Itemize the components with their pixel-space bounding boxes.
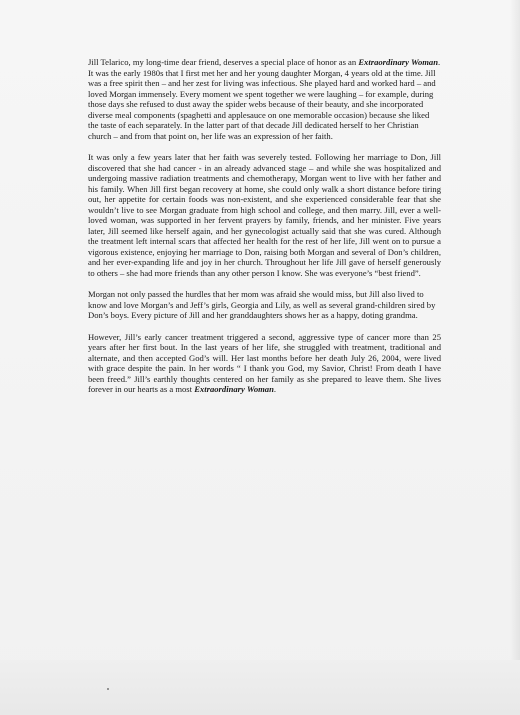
paragraph-4-text-b: . <box>273 384 277 394</box>
scan-speck <box>107 688 109 690</box>
paragraph-4-emphasis: Extraordinary Woman <box>194 384 274 394</box>
paragraph-3: Morgan not only passed the hurdles that her mom was afraid she would miss, but Jill also lived to know and love Morgan’s and Jeff’s girls, Georgia and Lily, as well as several grand-children sired by Don’s boys. Every picture of Jill and her granddaughters shows her as a happy, doting grandma. <box>88 289 436 320</box>
paragraph-1 <box>88 57 441 141</box>
scan-bottom-band <box>0 660 520 715</box>
paragraph-2: It was only a few years later that her faith was severely tested. Following her marriage to Don, Jill discovered that she had cancer - in an already advanced stage – and while she was hospitalized and undergoing massive radiation treatments and chemotherapy, Morgan went to live with her father and his family. When Jill first began recovery at home, she could only walk a short distance before tiring out, her appetite for certain foods was non-existent, and she experienced considerable fear that she wouldn’t live to see Morgan graduate from high school and college, and then marry. Jill, ever a well-loved woman, was supported in her fervent prayers by family, friends, and her minister. Five years later, Jill seemed like herself again, and her gynecologist actually said that she was cured. Although the treatment left internal scars that affected her health for the rest of her life, Jill went on to pursue a vigorous existence, enjoying her marriage to Don, raising both Morgan and several of Don’s children, and her ever-expanding life and joy in her church. Throughout her life Jill gave of herself generously to others – she had more friends than any other person I know. She was everyone’s “best friend”. <box>88 152 441 278</box>
paragraph-1-text-a: Jill Telarico, my long-time dear friend, deserves a special place of honor as an <box>88 57 359 67</box>
paragraph-4-text-a: However, Jill’s early cancer treatment triggered a second, aggressive type of cancer more than 25 years after her first bout. In the last years of her life, she struggled with treatment, traditional and alternate, and then accepted God’s will. Her last months before her death July 26, 2004, were lived with grace despite the pain. In her words “ I thank you God, my Savior, Christ! From death I have been freed.” Jill’s earthly thoughts centered on her family as she prepared to leave them. She lives forever in our hearts as a most <box>88 331 441 394</box>
scan-edge-shadow <box>510 0 520 715</box>
paragraph-1-text-b: . It was the early 1980s that I first met her and her young daughter Morgan, 4 years old at the time. Jill was a free spirit then – and her zest for living was infectious. She played hard and worked hard – and loved Morgan immensely. Every moment we spent together we were laughing – for example, during those days she refused to dust away the spider webs because of their beauty, and she incorporated diverse meal components (spaghetti and applesauce on one memorable occasion) because she liked the taste of each separately. In the latter part of that decade Jill dedicated herself to her Christian church – and from that point on, her life was an expression of her faith. <box>88 57 441 141</box>
paragraph-1-emphasis: Extraordinary Woman <box>358 57 439 67</box>
paragraph-4 <box>88 332 441 395</box>
tribute-text <box>88 57 441 406</box>
